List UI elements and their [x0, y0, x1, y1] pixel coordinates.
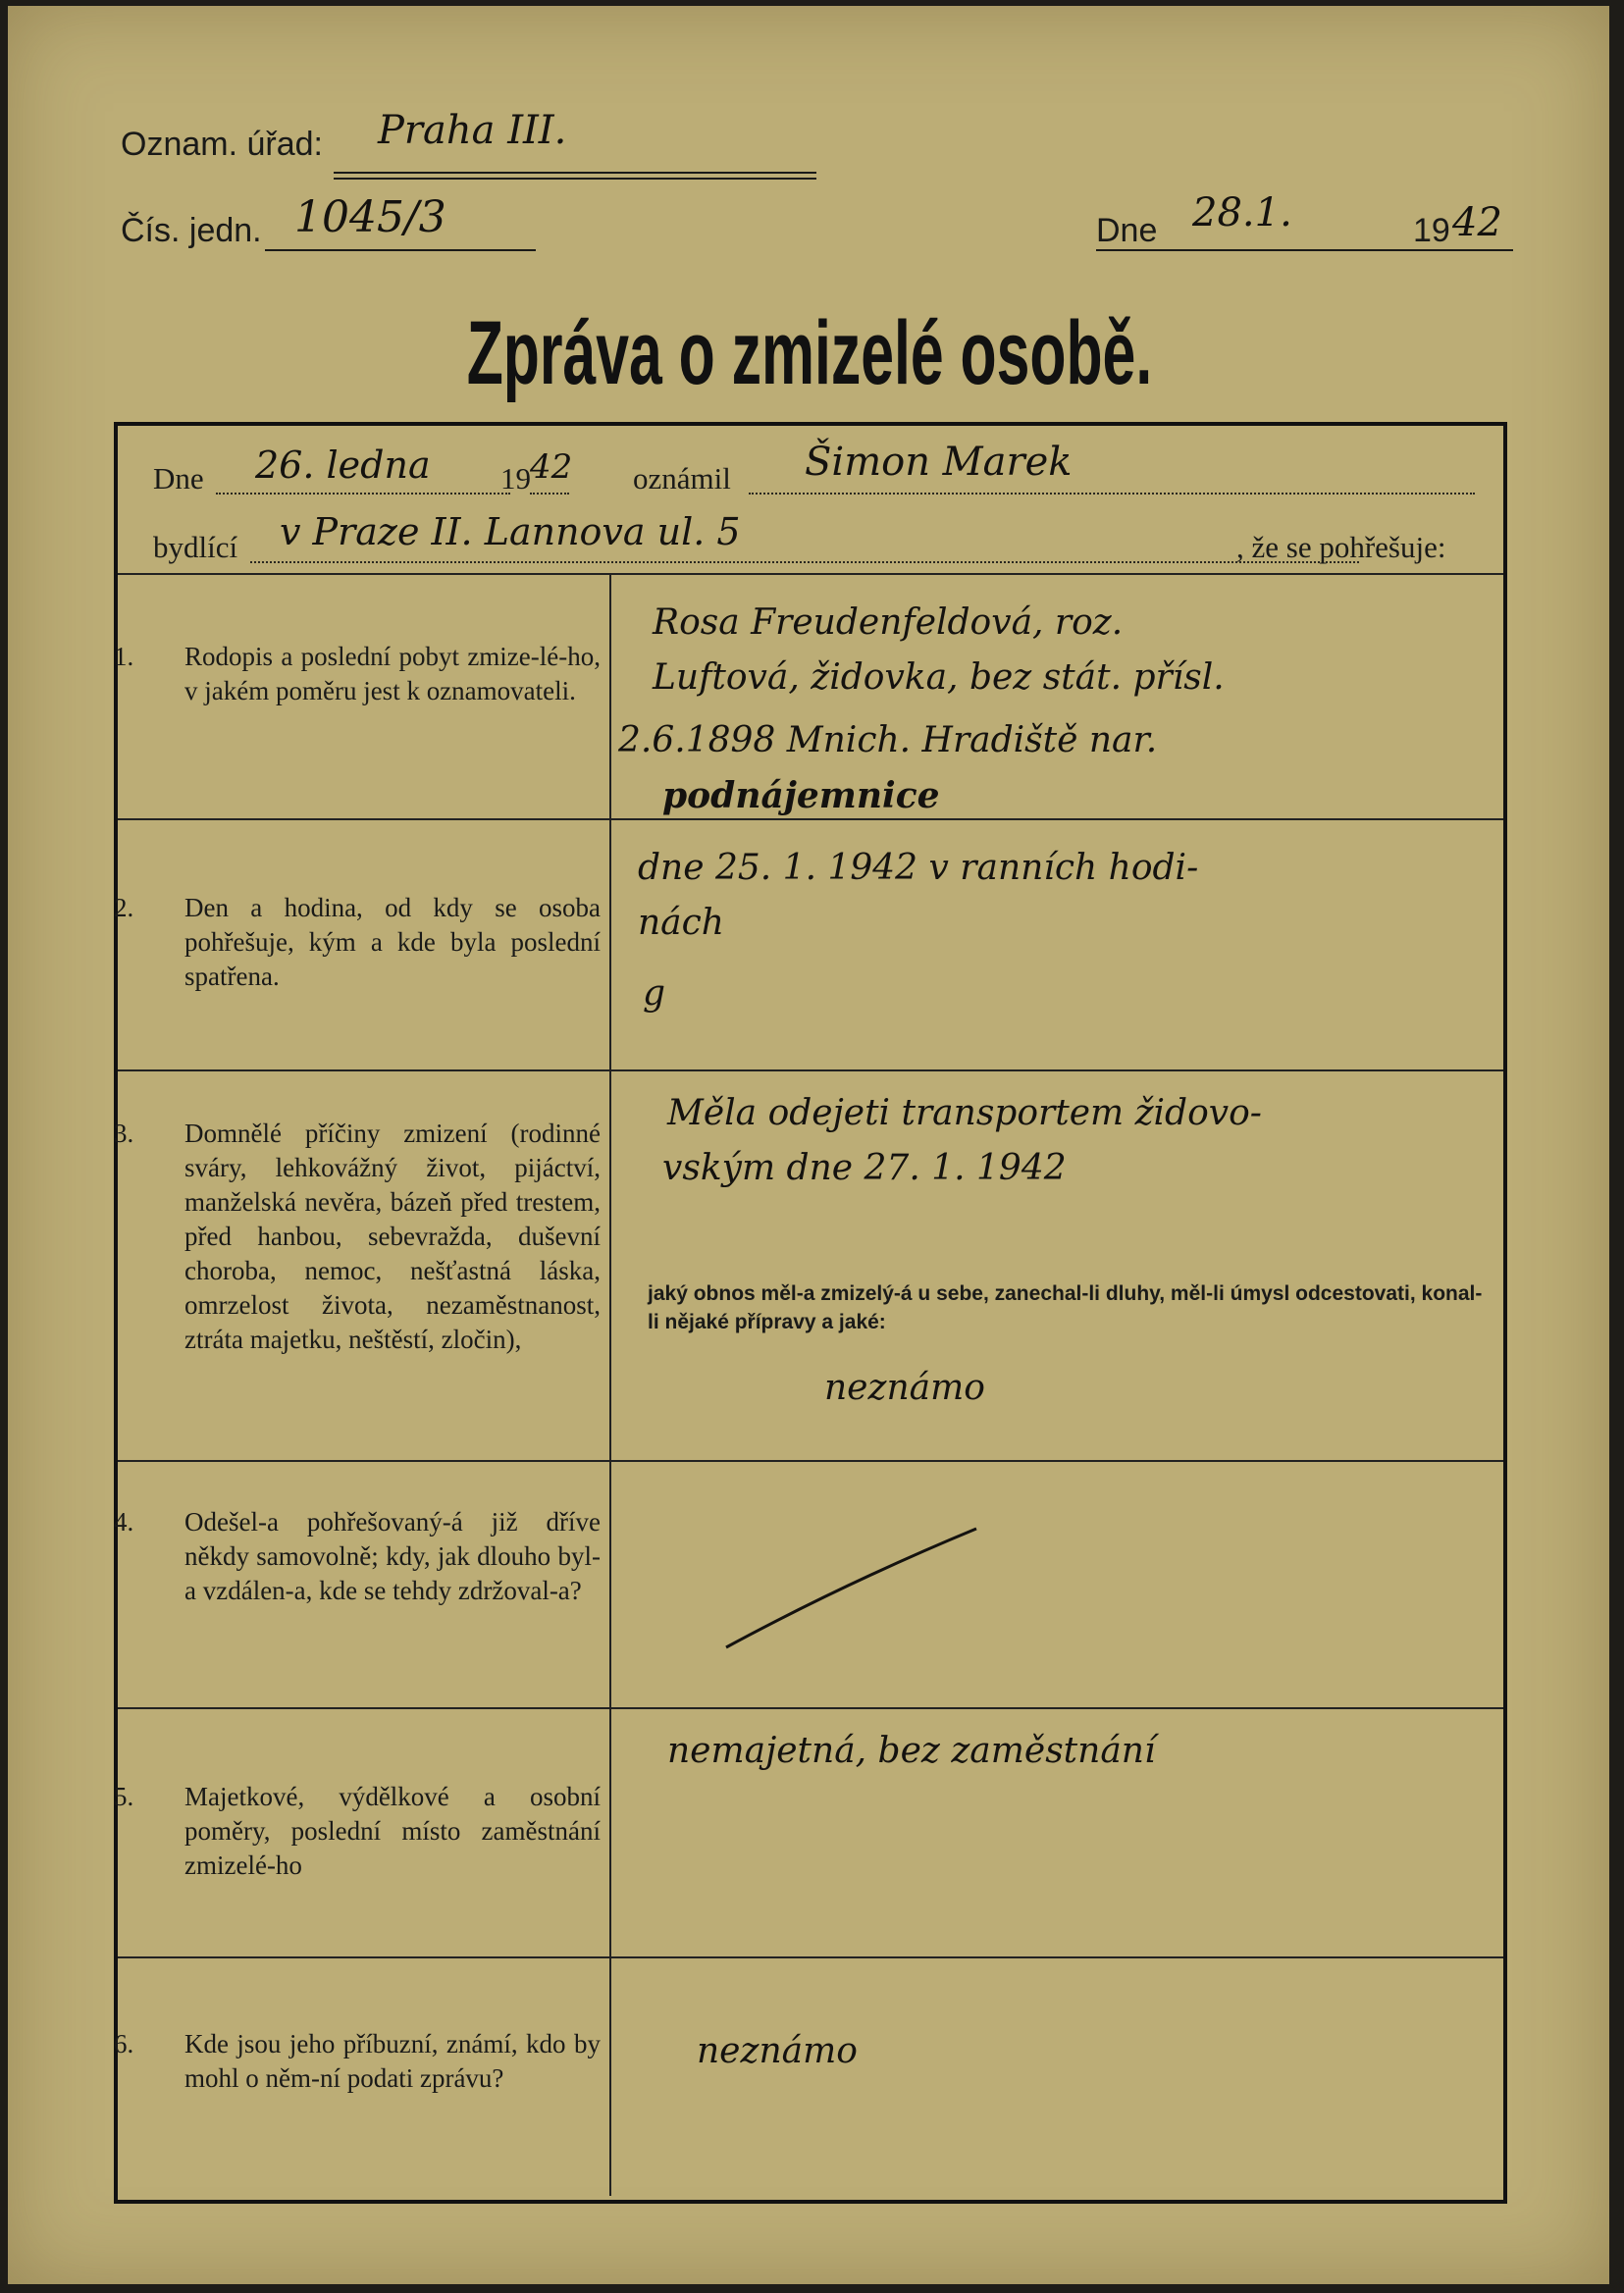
office-underline: [334, 172, 816, 174]
answer-1-line-1: Rosa Freudenfeldová, roz.: [653, 602, 1124, 643]
intro-residence-label: bydlící: [153, 530, 238, 564]
sub-question-3: jaký obnos měl-a zmizelý-á u sebe, zanechal-li dluhy, měl-li úmysl odcestovati, konal-li nějaké přípravy a jaké:: [648, 1282, 1483, 1333]
intro-residence-dots: [250, 561, 1359, 563]
question-5: [114, 1780, 601, 1883]
question-text: Rodopis a poslední pobyt zmize-lé-ho, v jakém poměru jest k oznamovateli.: [184, 642, 601, 705]
answer-5-line-1: nemajetná, bez zaměstnání: [667, 1731, 1156, 1771]
question-number: 6.: [114, 2029, 134, 2058]
answer-3-line-2: vským dne 27. 1. 1942: [662, 1148, 1067, 1188]
intro-reported-label: oznámil: [633, 461, 731, 495]
ref-underline: [265, 249, 536, 251]
answer-3-line-1: Měla odejeti transportem židovo-: [667, 1093, 1262, 1133]
intro-year-dots: [530, 493, 569, 495]
question-number: 2.: [114, 893, 134, 922]
intro-reported-value: Šimon Marek: [805, 440, 1073, 485]
intro-year-value: 42: [530, 447, 573, 487]
table-divider: [118, 1956, 1503, 1958]
table-divider: [118, 1707, 1503, 1709]
table-divider: [118, 1460, 1503, 1462]
question-2: [114, 891, 601, 994]
question-text: Kde jsou jeho příbuzní, známí, kdo by mohl o něm-ní podati zprávu?: [184, 2029, 601, 2093]
answer-2-line-3: g: [643, 973, 666, 1014]
intro-date-value: 26. ledna: [255, 443, 431, 487]
sub-answer-3: neznámo: [824, 1368, 985, 1408]
date-underline: [1096, 249, 1513, 251]
intro-residence-value: v Praze II. Lannova ul. 5: [280, 510, 741, 553]
question-text: Domnělé příčiny zmizení (rodinné sváry, lehkovážný život, pijáctví, manželská nevěra, bázeň před trestem, před hanbou, sebevražda, duševní choroba, nemoc, nešťastná láska, omrzelost života, nezaměstnanost, ztráta majetku, neštěstí, zločin),: [184, 1119, 601, 1354]
date-value: 28.1.: [1192, 190, 1292, 235]
report-table: [114, 422, 1507, 2204]
table-divider: [118, 1069, 1503, 1071]
question-text: Den a hodina, od kdy se osoba pohřešuje, kým a kde byla poslední spatřena.: [184, 893, 601, 991]
question-number: 3.: [114, 1119, 134, 1148]
answer-6-line-1: neznámo: [697, 2031, 858, 2071]
intro-missing-label: , že se pohřešuje:: [1236, 530, 1446, 564]
office-value: Praha III.: [378, 108, 567, 153]
office-label: Oznam. úřad:: [121, 126, 323, 163]
answer-1-line-4: podnájemnice: [662, 775, 940, 816]
answer-1-line-2: Luftová, židovka, bez stát. přísl.: [653, 657, 1225, 698]
column-divider: [609, 573, 611, 2196]
date-label: Dne: [1096, 212, 1158, 249]
question-text: Odešel-a pohřešovaný-á již dříve někdy samovolně; kdy, jak dlouho byl-a vzdálen-a, kde se tehdy zdržoval-a?: [184, 1507, 601, 1605]
question-6: [114, 2027, 601, 2096]
ref-label: Čís. jedn.: [121, 212, 262, 249]
office-underline-2: [334, 178, 816, 180]
intro-reported-dots: [749, 493, 1475, 495]
strike-through-mark: [726, 1525, 981, 1652]
intro-year-prefix: 19: [500, 461, 531, 495]
ref-value: 1045/3: [294, 192, 446, 242]
question-4: [114, 1505, 601, 1608]
intro-date-label: Dne: [153, 461, 204, 495]
answer-2-line-2: nách: [638, 903, 724, 943]
question-text: Majetkové, výdělkové a osobní poměry, poslední místo zaměstnání zmizelé-ho: [184, 1782, 601, 1880]
question-number: 1.: [114, 642, 134, 671]
table-divider: [118, 573, 1503, 575]
answer-2-line-1: dne 25. 1. 1942 v ranních hodi-: [638, 848, 1199, 888]
intro-date-dots: [216, 493, 510, 495]
page-title: Zpráva o zmizelé osobě.: [466, 303, 1153, 403]
answer-1-line-3: 2.6.1898 Mnich. Hradiště nar.: [618, 720, 1158, 760]
table-divider: [118, 818, 1503, 820]
year-value: 42: [1452, 200, 1502, 245]
question-number: 4.: [114, 1507, 134, 1537]
question-3: [114, 1117, 601, 1357]
question-1: [114, 640, 601, 708]
year-prefix: 19: [1413, 212, 1450, 249]
question-number: 5.: [114, 1782, 134, 1811]
